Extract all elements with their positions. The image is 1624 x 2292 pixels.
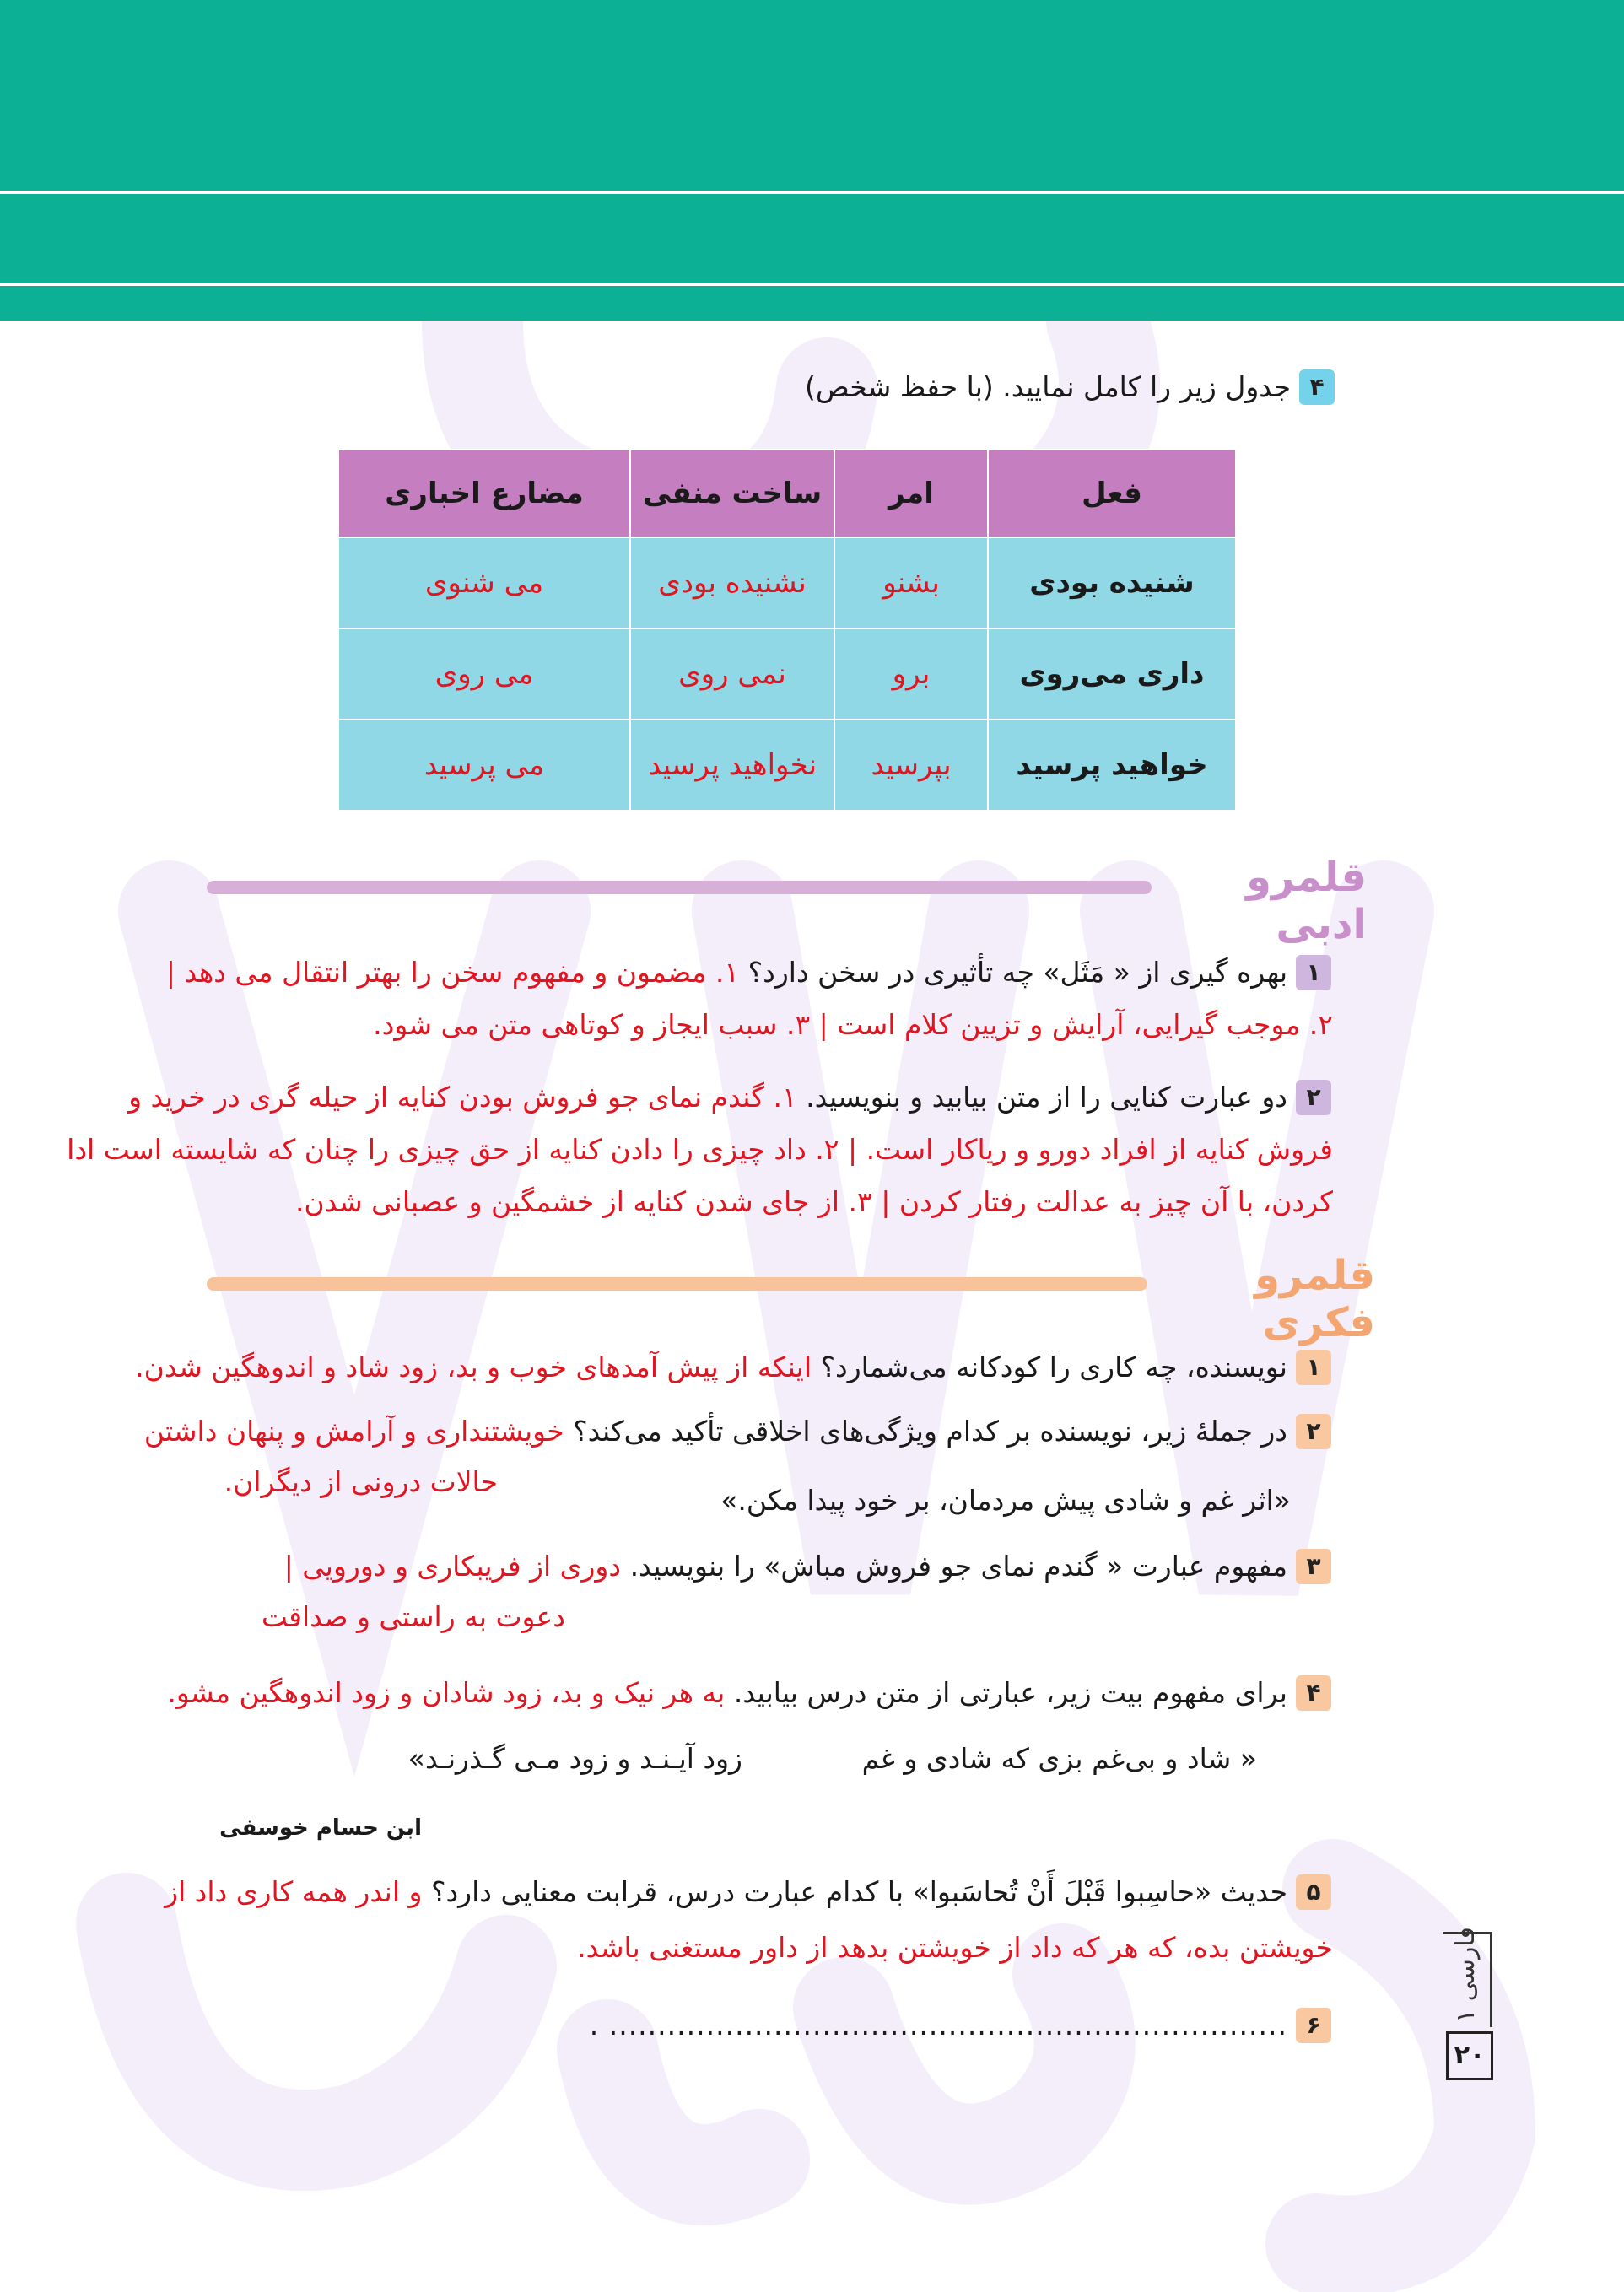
question-text: [59, 1670, 1287, 1716]
question-number-badge: ۴: [1299, 369, 1335, 405]
question-text: [186, 1544, 1287, 1589]
quote-text: «اثر غم و شادی پیش مردمان، بر خود پیدا مکن.»: [720, 1484, 1291, 1517]
section-title-intellectual: قلمرو فکری: [1254, 1252, 1375, 1346]
table-cell-amr: بشنو: [834, 537, 988, 628]
answer-text: فروش کنایه از افراد دورو و ریاکار است. | ۲. داد چیزی را دادن کنایه از حق چیزی را چنان که شایسته است ادا: [67, 1133, 1333, 1166]
question-text: [51, 1075, 1287, 1120]
question-prompt: حدیث «حاسِبوا قَبْلَ أَنْ تُحاسَبوا» با کدام عبارت درس، قرابت معنایی دارد؟: [430, 1875, 1287, 1908]
answer-text: به هر نیک و بد، زود شادان و زود اندوهگین مشو.: [167, 1676, 726, 1709]
table-row: [338, 537, 1236, 628]
table-row: [338, 628, 1236, 720]
header-band: [0, 0, 1624, 321]
question-prompt: مفهوم عبارت « گندم نمای جو فروش مباش» را بنویسید.: [629, 1550, 1287, 1583]
question-text: [25, 1409, 1287, 1454]
section-title-literary: قلمرو ادبی: [1246, 854, 1367, 948]
verb-conjugation-table: [337, 449, 1237, 812]
section-bar-literary: [207, 881, 1152, 894]
question-prompt: برای مفهوم بیت زیر، عبارتی از متن درس بیابید.: [733, 1676, 1287, 1709]
question-text: [67, 950, 1287, 995]
question-number-badge: ۲: [1296, 1080, 1331, 1115]
section-bar-intellectual: [207, 1277, 1147, 1291]
answer-text: ۱. مضمون و مفهوم سخن را بهتر انتقال می دهد |: [165, 956, 740, 989]
table-cell-verb: داری می‌روی: [988, 628, 1236, 720]
poet-name: ابن حسام خوسفی: [219, 1815, 422, 1841]
question-text: [25, 1345, 1287, 1390]
answer-text: دعوت به راستی و صداقت: [261, 1600, 565, 1633]
table-cell-amr: ‌ برو ‌: [834, 628, 988, 720]
table-row: [338, 720, 1236, 811]
question-prompt: نویسنده، چه کاری را کودکانه می‌شمارد؟: [820, 1351, 1287, 1383]
question-prompt: دو عبارت کنایی را از متن بیابید و بنویسید.: [806, 1081, 1287, 1114]
question-number-badge: ۱: [1296, 955, 1331, 990]
table-cell-verb: شنیده بودی: [988, 537, 1236, 628]
answer-text: خویشتن بده، که هر که داد از خویشتن بدهد از داور مستغنی باشد.: [577, 1931, 1333, 1964]
header-line-bottom: [0, 283, 1624, 286]
answer-text: و اندر همه کاری داد از: [165, 1875, 423, 1908]
table-cell-manfi: نشنیده ‌بودی: [630, 537, 834, 628]
table-cell-amr: بپرسید: [834, 720, 988, 811]
table-header-cell: ساخت منفی: [630, 450, 834, 537]
question-number-badge: ۶: [1296, 2008, 1331, 2043]
question-text: [51, 1869, 1287, 1915]
page-footer: [1443, 1927, 1492, 2084]
table-cell-mozare: می‌ روی: [338, 628, 630, 720]
answer-text: دوری از فریبکاری و دورویی |: [283, 1550, 622, 1583]
answer-text: ۲. موجب گیرایی، آرایش و تزیین کلام است | ۳. سبب ایجاز و کوتاهی متن می شود.: [373, 1008, 1333, 1041]
book-label-frame: [1443, 1927, 1492, 2027]
table-header-cell: فعل: [988, 450, 1236, 537]
table-cell-verb: خواهید پرسید: [988, 720, 1236, 811]
book-label: فارسی ۱: [1451, 1927, 1481, 2023]
page-number: ۲۰: [1446, 2031, 1493, 2080]
question-prompt: در جملهٔ زیر، نویسنده بر کدام ویژگی‌های اخلاقی تأکید می‌کند؟: [573, 1415, 1287, 1448]
answer-blank-line: ...................................................................... .: [589, 2009, 1287, 2041]
question-number-badge: ۴: [1296, 1675, 1331, 1711]
table-cell-mozare: می‌ پرسید: [338, 720, 630, 811]
question-prompt: بهره گیری از « مَثَل» چه تأثیری در سخن دارد؟: [747, 956, 1287, 989]
answer-text: ۱. گندم نمای جو فروش بودن کنایه از حیله گری در خرید و: [128, 1081, 797, 1114]
question-number-badge: ۱: [1296, 1350, 1331, 1385]
table-header-cell: مضارع اخباری: [338, 450, 630, 537]
answer-text: حالات درونی از دیگران.: [224, 1465, 498, 1498]
table-cell-manfi: نمی ‌روی: [630, 628, 834, 720]
header-line-top: [0, 191, 1624, 194]
table-cell-mozare: می‌ شنوی: [338, 537, 630, 628]
table-header-cell: امر: [834, 450, 988, 537]
table-question-prompt: جدول زیر را کامل نمایید. (با حفظ شخص): [805, 370, 1291, 403]
question-number-badge: ۲: [1296, 1414, 1331, 1449]
table-header-row: [338, 450, 1236, 537]
table-cell-manfi: نخواهید ‌پرسید: [630, 720, 834, 811]
answer-text: خویشتنداری و آرامش و پنهان داشتن: [143, 1415, 564, 1448]
verse-left-hemistich: زود آیـنـد و زود مـی گـذرنـد»: [407, 1742, 742, 1775]
answer-text: اینکه از پیش آمدهای خوب و بد، زود شاد و اندوهگین شدن.: [135, 1351, 812, 1383]
question-number-badge: ۳: [1296, 1549, 1331, 1584]
verse-right-hemistich: « شاد و بی‌غم بزی که شادی و غم: [861, 1742, 1257, 1775]
question-number-badge: ۵: [1296, 1874, 1331, 1910]
answer-text: کردن، با آن چیز به عدالت رفتار کردن | ۳. از جای شدن کنایه از خشمگین و عصبانی شدن.: [294, 1185, 1333, 1218]
